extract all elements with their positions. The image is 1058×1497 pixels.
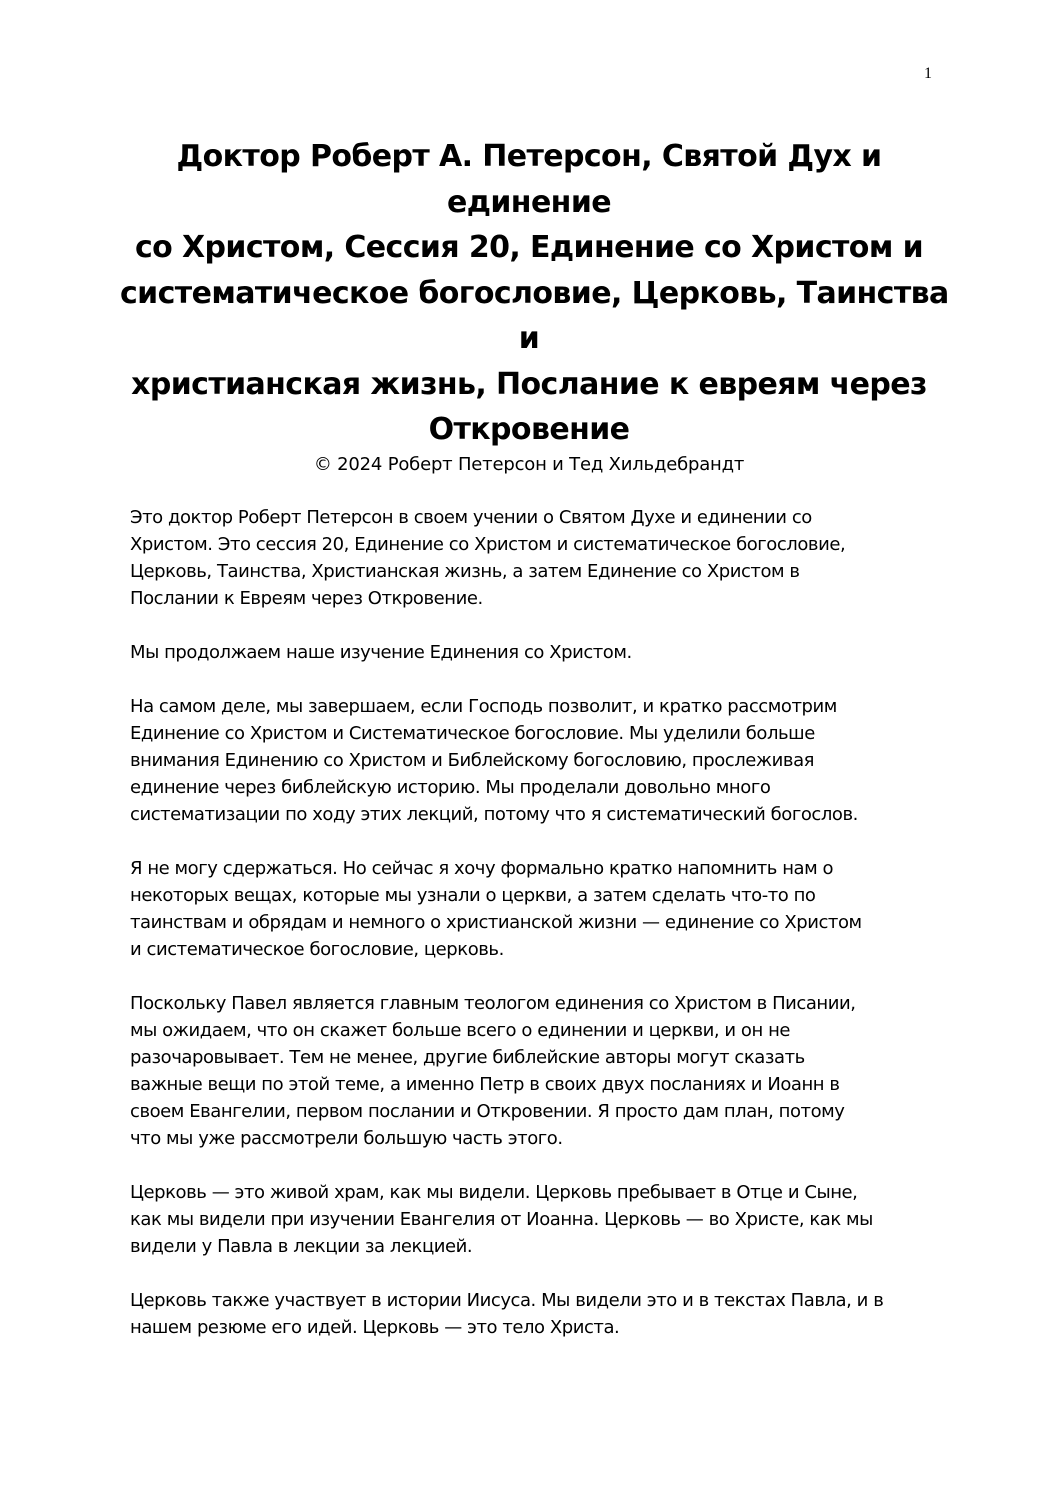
text-line: внимания Единению со Христом и Библейскому богословию, прослеживая (130, 750, 815, 771)
text-line: Церковь, Таинства, Христианская жизнь, а затем Единение со Христом в (130, 561, 800, 582)
text-line: видели у Павла в лекции за лекцией. (130, 1236, 473, 1257)
text-line: Христом. Это сессия 20, Единение со Христом и систематическое богословие, (130, 534, 846, 555)
text-line: некоторых вещах, которые мы узнали о церкви, а затем сделать что-то по (130, 885, 816, 906)
text-line: и систематическое богословие, церковь. (130, 939, 504, 960)
text-line: Послании к Евреям через Откровение. (130, 588, 483, 609)
paragraph (130, 855, 930, 963)
title-line: систематическое богословие, Церковь, Таинства (120, 275, 949, 311)
text-line: Мы продолжаем наше изучение Единения со Христом. (130, 642, 632, 663)
text-line: Единение со Христом и Систематическое богословие. Мы уделили больше (130, 723, 815, 744)
text-line: разочаровывает. Тем не менее, другие библейские авторы могут сказать (130, 1047, 805, 1068)
document-title (120, 134, 949, 478)
text-line: важные вещи по этой теме, а именно Петр в своих двух посланиях и Иоанн в (130, 1074, 840, 1095)
text-line: нашем резюме его идей. Церковь — это тело Христа. (130, 1317, 620, 1338)
text-line: Я не могу сдержаться. Но сейчас я хочу формально кратко напомнить нам о (130, 858, 834, 879)
title-line: христианская жизнь, Послание к евреям через (131, 366, 927, 402)
text-line: Поскольку Павел является главным теологом единения со Христом в Писании, (130, 993, 856, 1014)
paragraph (130, 990, 930, 1152)
text-line: мы ожидаем, что он скажет больше всего о единении и церкви, и он не (130, 1020, 791, 1041)
page-number: 1 (924, 65, 932, 82)
text-line: своем Евангелии, первом послании и Откровении. Я просто дам план, потому (130, 1101, 845, 1122)
title-line: Доктор Роберт А. Петерсон, Святой Дух и (176, 139, 882, 174)
paragraph (130, 693, 930, 828)
body-text (130, 504, 930, 1368)
text-line: Это доктор Роберт Петерсон в своем учении о Святом Духе и единении со (130, 507, 812, 528)
text-line: Церковь — это живой храм, как мы видели. Церковь пребывает в Отце и Сыне, (130, 1182, 858, 1203)
paragraph (130, 639, 930, 666)
text-line: На самом деле, мы завершаем, если Господь позволит, и кратко рассмотрим (130, 696, 837, 717)
paragraph (130, 504, 930, 612)
copyright-notice: © 2024 Роберт Петерсон и Тед Хильдебрандт (313, 453, 745, 475)
text-line: таинствам и обрядам и немного о христианской жизни — единение со Христом (130, 912, 862, 933)
text-line: Церковь также участвует в истории Иисуса. Мы видели это и в текстах Павла, и в (130, 1290, 884, 1311)
text-line: что мы уже рассмотрели большую часть этого. (130, 1128, 563, 1149)
title-line: и (518, 321, 540, 356)
text-line: как мы видели при изучении Евангелия от Иоанна. Церковь — во Христе, как мы (130, 1209, 873, 1230)
paragraph (130, 1179, 930, 1260)
paragraph (130, 1287, 930, 1341)
title-line: Откровение (428, 412, 630, 447)
title-line: единение (447, 184, 611, 220)
title-line: со Христом, Сессия 20, Единение со Христом и (134, 230, 924, 265)
text-line: систематизации по ходу этих лекций, потому что я систематический богослов. (130, 804, 858, 825)
text-line: единение через библейскую историю. Мы проделали довольно много (130, 777, 771, 798)
